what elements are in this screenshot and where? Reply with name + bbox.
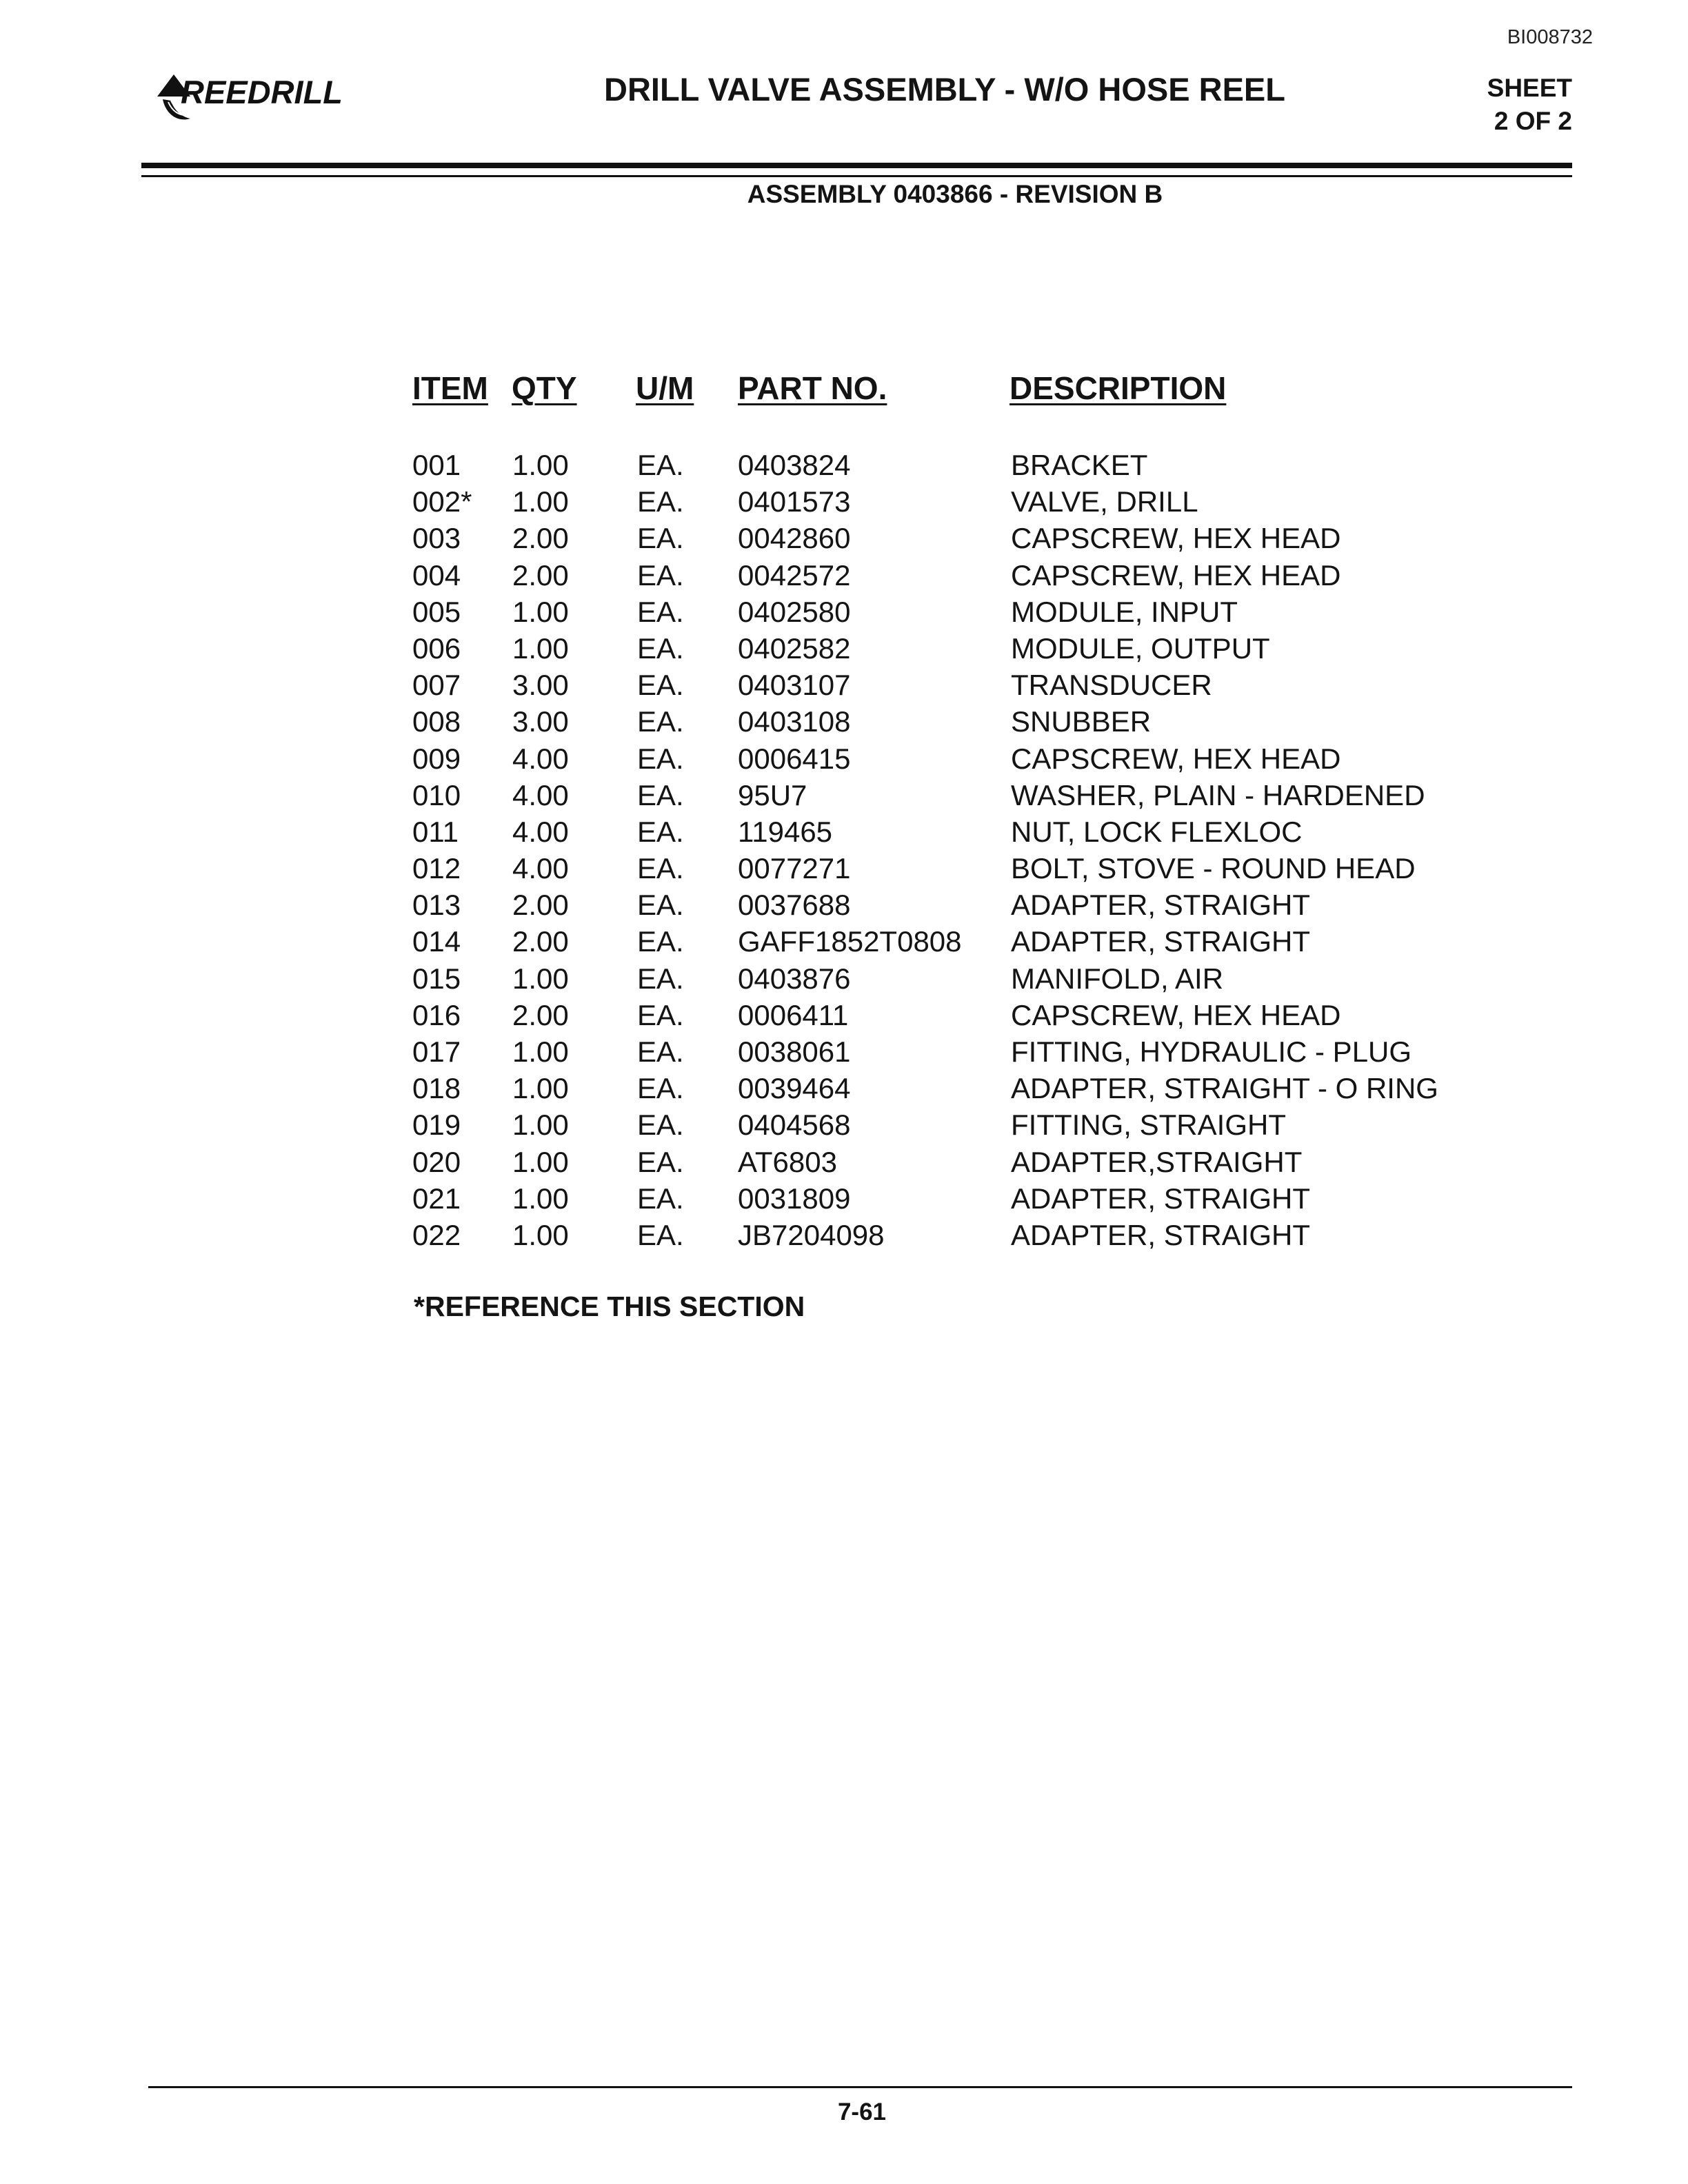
cell-qty: 4.00 [512, 742, 569, 775]
cell-description: CAPSCREW, HEX HEAD [1011, 558, 1341, 592]
column-header-description: DESCRIPTION [1009, 370, 1227, 406]
cell-item: 019 [412, 1109, 461, 1142]
cell-item: 002* [412, 485, 472, 518]
cell-um: EA. [637, 852, 684, 885]
table-row [0, 813, 1688, 850]
cell-um: EA. [637, 631, 684, 665]
cell-item: 001 [412, 449, 461, 481]
table-row [0, 667, 1688, 703]
cell-part-no: 0402580 [738, 595, 851, 628]
cell-qty: 1.00 [512, 631, 569, 665]
cell-description: ADAPTER, STRAIGHT [1011, 889, 1311, 922]
cell-qty: 1.00 [512, 1182, 569, 1215]
table-row [0, 703, 1688, 740]
cell-um: EA. [637, 1182, 684, 1215]
cell-part-no: 0403108 [738, 705, 851, 738]
cell-qty: 2.00 [512, 925, 569, 958]
cell-description: VALVE, DRILL [1011, 485, 1198, 518]
table-row [0, 630, 1688, 667]
cell-part-no: JB7204098 [738, 1218, 885, 1251]
cell-qty: 1.00 [512, 1072, 569, 1105]
cell-part-no: 0401573 [738, 485, 851, 518]
cell-description: TRANSDUCER [1011, 669, 1212, 702]
cell-item: 013 [412, 889, 461, 922]
footnote: *REFERENCE THIS SECTION [414, 1291, 805, 1322]
cell-um: EA. [637, 1218, 684, 1251]
cell-qty: 4.00 [512, 852, 569, 885]
table-body [0, 447, 1688, 1253]
table-row [0, 520, 1688, 556]
cell-qty: 1.00 [512, 1035, 569, 1068]
table-row [0, 1106, 1688, 1143]
page-number: 7-61 [837, 2099, 887, 2125]
cell-description: CAPSCREW, HEX HEAD [1011, 998, 1341, 1031]
cell-qty: 1.00 [512, 1109, 569, 1142]
table-row [0, 594, 1688, 630]
logo-text: REEDRILL [181, 74, 343, 110]
cell-part-no: 0038061 [738, 1035, 851, 1068]
cell-um: EA. [637, 1035, 684, 1068]
cell-item: 016 [412, 998, 461, 1031]
cell-description: MANIFOLD, AIR [1011, 962, 1224, 995]
cell-item: 010 [412, 778, 461, 811]
document-id: BI008732 [1507, 26, 1593, 48]
cell-um: EA. [637, 595, 684, 628]
cell-qty: 2.00 [512, 998, 569, 1031]
cell-description: MODULE, OUTPUT [1011, 631, 1270, 665]
cell-item: 020 [412, 1145, 461, 1178]
cell-qty: 3.00 [512, 705, 569, 738]
cell-um: EA. [637, 815, 684, 848]
cell-um: EA. [637, 1109, 684, 1142]
cell-item: 022 [412, 1218, 461, 1251]
cell-qty: 3.00 [512, 669, 569, 702]
cell-um: EA. [637, 669, 684, 702]
column-header-um: U/M [636, 370, 694, 406]
table-row [0, 1217, 1688, 1253]
cell-um: EA. [637, 962, 684, 995]
cell-um: EA. [637, 742, 684, 775]
cell-item: 021 [412, 1182, 461, 1215]
cell-qty: 4.00 [512, 815, 569, 848]
table-row [0, 997, 1688, 1033]
table-row [0, 1070, 1688, 1106]
cell-part-no: 0042860 [738, 522, 851, 555]
cell-um: EA. [637, 889, 684, 922]
cell-qty: 4.00 [512, 778, 569, 811]
cell-description: NUT, LOCK FLEXLOC [1011, 815, 1303, 848]
cell-description: ADAPTER, STRAIGHT [1011, 1182, 1311, 1215]
table-row [0, 447, 1688, 483]
table-row [0, 1144, 1688, 1180]
cell-item: 012 [412, 852, 461, 885]
cell-um: EA. [637, 925, 684, 958]
cell-part-no: 0039464 [738, 1072, 851, 1105]
cell-description: ADAPTER, STRAIGHT [1011, 1218, 1311, 1251]
cell-description: FITTING, STRAIGHT [1011, 1109, 1286, 1142]
cell-qty: 1.00 [512, 485, 569, 518]
cell-item: 004 [412, 558, 461, 592]
cell-qty: 2.00 [512, 889, 569, 922]
cell-part-no: 0403876 [738, 962, 851, 995]
cell-description: CAPSCREW, HEX HEAD [1011, 522, 1341, 555]
cell-item: 011 [412, 815, 459, 848]
table-row [0, 887, 1688, 923]
table-row [0, 1180, 1688, 1217]
cell-part-no: 0031809 [738, 1182, 851, 1215]
sheet-value: 2 OF 2 [1494, 107, 1572, 135]
cell-item: 003 [412, 522, 461, 555]
sheet-indicator [1434, 72, 1572, 138]
table-row [0, 483, 1688, 520]
cell-qty: 2.00 [512, 522, 569, 555]
cell-qty: 1.00 [512, 1145, 569, 1178]
cell-description: SNUBBER [1011, 705, 1152, 738]
cell-item: 009 [412, 742, 461, 775]
cell-part-no: 0006411 [738, 998, 849, 1031]
cell-um: EA. [637, 998, 684, 1031]
cell-qty: 1.00 [512, 449, 569, 481]
cell-description: ADAPTER, STRAIGHT [1011, 925, 1311, 958]
cell-item: 007 [412, 669, 461, 702]
cell-description: ADAPTER,STRAIGHT [1011, 1145, 1303, 1178]
table-row [0, 850, 1688, 887]
cell-um: EA. [637, 705, 684, 738]
cell-um: EA. [637, 778, 684, 811]
cell-um: EA. [637, 1145, 684, 1178]
cell-qty: 1.00 [512, 595, 569, 628]
cell-part-no: 0037688 [738, 889, 851, 922]
cell-qty: 1.00 [512, 1218, 569, 1251]
column-header-qty: QTY [512, 370, 577, 406]
table-row [0, 740, 1688, 777]
cell-qty: 1.00 [512, 962, 569, 995]
table-row [0, 557, 1688, 594]
cell-description: BOLT, STOVE - ROUND HEAD [1011, 852, 1416, 885]
cell-part-no: 0402582 [738, 631, 851, 665]
cell-part-no: 119465 [738, 815, 833, 848]
cell-item: 006 [412, 631, 461, 665]
company-logo [150, 69, 357, 131]
table-row [0, 1033, 1688, 1070]
cell-description: BRACKET [1011, 449, 1148, 481]
cell-description: ADAPTER, STRAIGHT - O RING [1011, 1072, 1438, 1105]
cell-um: EA. [637, 558, 684, 592]
cell-um: EA. [637, 522, 684, 555]
cell-item: 015 [412, 962, 461, 995]
cell-part-no: 0404568 [738, 1109, 851, 1142]
cell-um: EA. [637, 1072, 684, 1105]
cell-description: FITTING, HYDRAULIC - PLUG [1011, 1035, 1412, 1068]
cell-part-no: 0077271 [738, 852, 851, 885]
cell-um: EA. [637, 485, 684, 518]
cell-part-no: 0006415 [738, 742, 851, 775]
cell-part-no: 95U7 [738, 778, 807, 811]
cell-item: 014 [412, 925, 461, 958]
table-row [0, 960, 1688, 997]
cell-part-no: AT6803 [738, 1145, 837, 1178]
cell-qty: 2.00 [512, 558, 569, 592]
table-row [0, 777, 1688, 813]
cell-part-no: 0042572 [738, 558, 851, 592]
footer-rule [148, 2086, 1572, 2088]
page-title: DRILL VALVE ASSEMBLY - W/O HOSE REEL [604, 71, 1285, 108]
header-rule-thick [141, 163, 1572, 168]
cell-part-no: GAFF1852T0808 [738, 925, 962, 958]
cell-item: 005 [412, 595, 461, 628]
assembly-subtitle: ASSEMBLY 0403866 - REVISION B [747, 180, 1163, 208]
cell-part-no: 0403824 [738, 449, 851, 481]
cell-part-no: 0403107 [738, 669, 851, 702]
cell-description: WASHER, PLAIN - HARDENED [1011, 778, 1425, 811]
column-header-part-no: PART NO. [738, 370, 887, 406]
cell-item: 017 [412, 1035, 461, 1068]
cell-description: MODULE, INPUT [1011, 595, 1238, 628]
header-rule-thin [141, 175, 1572, 177]
sheet-label: SHEET [1487, 74, 1572, 102]
table-row [0, 923, 1688, 960]
column-header-item: ITEM [412, 370, 488, 406]
cell-um: EA. [637, 449, 684, 481]
cell-item: 018 [412, 1072, 461, 1105]
cell-item: 008 [412, 705, 461, 738]
cell-description: CAPSCREW, HEX HEAD [1011, 742, 1341, 775]
